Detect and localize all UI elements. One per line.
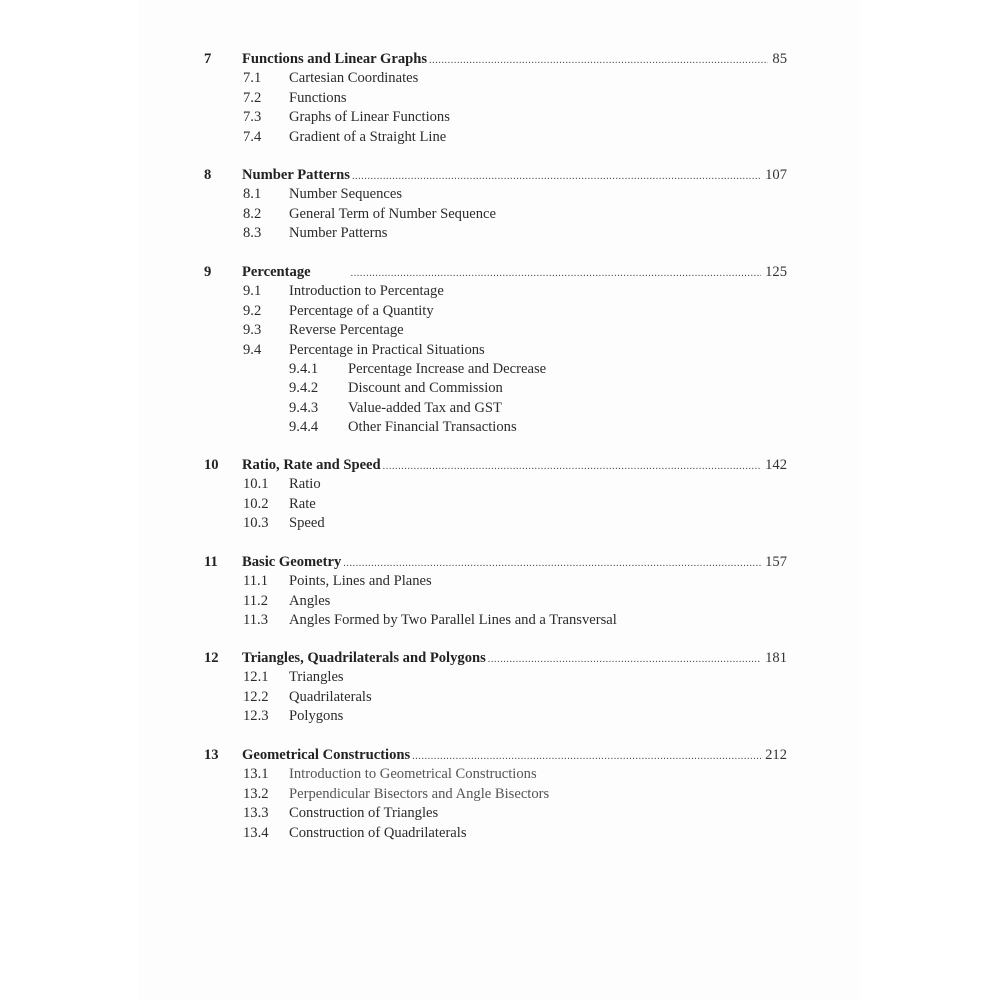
section-entry[interactable] [0, 765, 1000, 784]
subsection-number: 9.4.1 [289, 360, 319, 377]
section-number: 8.1 [243, 186, 262, 203]
section-title: Construction of Triangles [289, 805, 439, 822]
section-entry[interactable] [0, 668, 1000, 687]
section-title: Cartesian Coordinates [289, 70, 419, 87]
subsection-entry[interactable] [0, 360, 1000, 379]
toc-chapter-7 [0, 50, 1000, 147]
section-entry[interactable] [0, 341, 1000, 360]
chapter-number: 9 [204, 264, 212, 280]
dot-leader [412, 747, 761, 766]
section-number: 12.1 [243, 669, 269, 686]
subsection-entry[interactable] [0, 418, 1000, 437]
toc-chapter-12 [0, 649, 1000, 727]
dot-leader [352, 167, 761, 186]
section-number: 9.4 [243, 341, 262, 358]
section-title: General Term of Number Sequence [289, 205, 496, 222]
section-title: Reverse Percentage [289, 322, 404, 339]
section-entry[interactable] [0, 824, 1000, 843]
dot-leader [351, 264, 762, 283]
chapter-number: 11 [204, 554, 218, 570]
section-number: 10.2 [243, 495, 269, 512]
section-number: 13.3 [243, 805, 269, 822]
dot-leader [429, 51, 768, 70]
chapter-heading[interactable] [0, 166, 1000, 185]
section-title: Speed [289, 515, 325, 532]
section-number: 9.3 [243, 322, 262, 339]
chapter-number: 8 [204, 167, 212, 183]
section-number: 10.3 [243, 515, 269, 532]
section-number: 7.2 [243, 89, 262, 106]
section-entry[interactable] [0, 108, 1000, 127]
section-entry[interactable] [0, 572, 1000, 591]
section-title: Points, Lines and Planes [289, 573, 432, 590]
chapter-heading[interactable] [0, 649, 1000, 668]
chapter-title: Basic Geometry [242, 554, 342, 570]
section-number: 7.4 [243, 128, 262, 145]
chapter-title: Number Patterns [242, 167, 350, 183]
toc-chapter-13 [0, 746, 1000, 843]
section-entry[interactable] [0, 785, 1000, 804]
section-title: Introduction to Geometrical Constructions [289, 766, 537, 783]
section-title: Number Sequences [289, 186, 403, 203]
section-title: Functions [289, 89, 347, 106]
section-number: 7.3 [243, 109, 262, 126]
section-entry[interactable] [0, 495, 1000, 514]
section-entry[interactable] [0, 804, 1000, 823]
section-number: 11.3 [243, 612, 268, 629]
section-entry[interactable] [0, 89, 1000, 108]
section-title: Gradient of a Straight Line [289, 128, 447, 145]
section-entry[interactable] [0, 224, 1000, 243]
chapter-page-number: 107 [765, 167, 787, 183]
subsection-number: 9.4.2 [289, 380, 319, 397]
chapter-title: Geometrical Constructions [242, 747, 411, 763]
chapter-page-number: 142 [765, 457, 787, 473]
chapter-heading[interactable] [0, 553, 1000, 572]
section-number: 13.1 [243, 766, 269, 783]
section-title: Angles Formed by Two Parallel Lines and a Transversal [289, 612, 617, 629]
section-title: Number Patterns [289, 225, 388, 242]
subsection-number: 9.4.4 [289, 419, 319, 436]
chapter-title: Percentage [242, 264, 311, 280]
section-entry[interactable] [0, 185, 1000, 204]
section-entry[interactable] [0, 282, 1000, 301]
section-title: Triangles [289, 669, 344, 686]
section-entry[interactable] [0, 592, 1000, 611]
section-entry[interactable] [0, 611, 1000, 630]
chapter-page-number: 157 [765, 554, 787, 570]
chapter-page-number: 181 [765, 650, 787, 666]
section-title: Graphs of Linear Functions [289, 109, 450, 126]
toc-chapter-11 [0, 553, 1000, 631]
section-number: 10.1 [243, 476, 269, 493]
section-number: 13.2 [243, 785, 269, 802]
section-title: Angles [289, 592, 331, 609]
subsection-title: Percentage Increase and Decrease [348, 360, 547, 377]
chapter-number: 13 [204, 747, 219, 763]
section-title: Perpendicular Bisectors and Angle Bisectors [289, 785, 550, 802]
section-number: 8.2 [243, 205, 262, 222]
toc-chapter-10 [0, 456, 1000, 534]
chapter-page-number: 125 [765, 264, 787, 280]
chapter-number: 12 [204, 650, 219, 666]
section-title: Percentage of a Quantity [289, 302, 434, 319]
section-title: Quadrilaterals [289, 688, 372, 705]
section-entry[interactable] [0, 688, 1000, 707]
section-number: 12.3 [243, 708, 269, 725]
section-entry[interactable] [0, 205, 1000, 224]
chapter-page-number: 85 [772, 51, 787, 67]
section-number: 12.2 [243, 688, 269, 705]
section-title: Percentage in Practical Situations [289, 341, 485, 358]
dot-leader [383, 457, 761, 476]
section-number: 7.1 [243, 70, 262, 87]
chapter-heading[interactable] [0, 263, 1000, 282]
section-number: 13.4 [243, 824, 269, 841]
chapter-heading[interactable] [0, 50, 1000, 69]
dot-leader [343, 554, 761, 573]
chapter-heading[interactable] [0, 746, 1000, 765]
section-entry[interactable] [0, 514, 1000, 533]
section-number: 11.1 [243, 573, 268, 590]
section-number: 9.1 [243, 283, 262, 300]
section-entry[interactable] [0, 475, 1000, 494]
chapter-number: 10 [204, 457, 219, 473]
section-title: Construction of Quadrilaterals [289, 824, 467, 841]
subsection-title: Other Financial Transactions [348, 419, 517, 436]
section-entry[interactable] [0, 128, 1000, 147]
subsection-entry[interactable] [0, 379, 1000, 398]
toc-chapter-8 [0, 166, 1000, 244]
section-entry[interactable] [0, 707, 1000, 726]
toc-chapter-9 [0, 263, 1000, 438]
subsection-title: Discount and Commission [348, 380, 503, 397]
dot-leader [488, 650, 761, 669]
section-number: 11.2 [243, 592, 268, 609]
chapter-title: Triangles, Quadrilaterals and Polygons [242, 650, 486, 666]
chapter-title: Functions and Linear Graphs [242, 51, 428, 67]
subsection-number: 9.4.3 [289, 399, 319, 416]
section-title: Polygons [289, 708, 344, 725]
section-entry[interactable] [0, 321, 1000, 340]
subsection-entry[interactable] [0, 399, 1000, 418]
chapter-page-number: 212 [765, 747, 787, 763]
section-entry[interactable] [0, 69, 1000, 88]
chapter-heading[interactable] [0, 456, 1000, 475]
section-entry[interactable] [0, 302, 1000, 321]
section-title: Introduction to Percentage [289, 283, 444, 300]
subsection-title: Value-added Tax and GST [348, 399, 502, 416]
chapter-number: 7 [204, 51, 212, 67]
section-title: Ratio [289, 476, 321, 493]
chapter-title: Ratio, Rate and Speed [242, 457, 381, 473]
section-number: 8.3 [243, 225, 262, 242]
section-number: 9.2 [243, 302, 262, 319]
section-title: Rate [289, 495, 316, 512]
